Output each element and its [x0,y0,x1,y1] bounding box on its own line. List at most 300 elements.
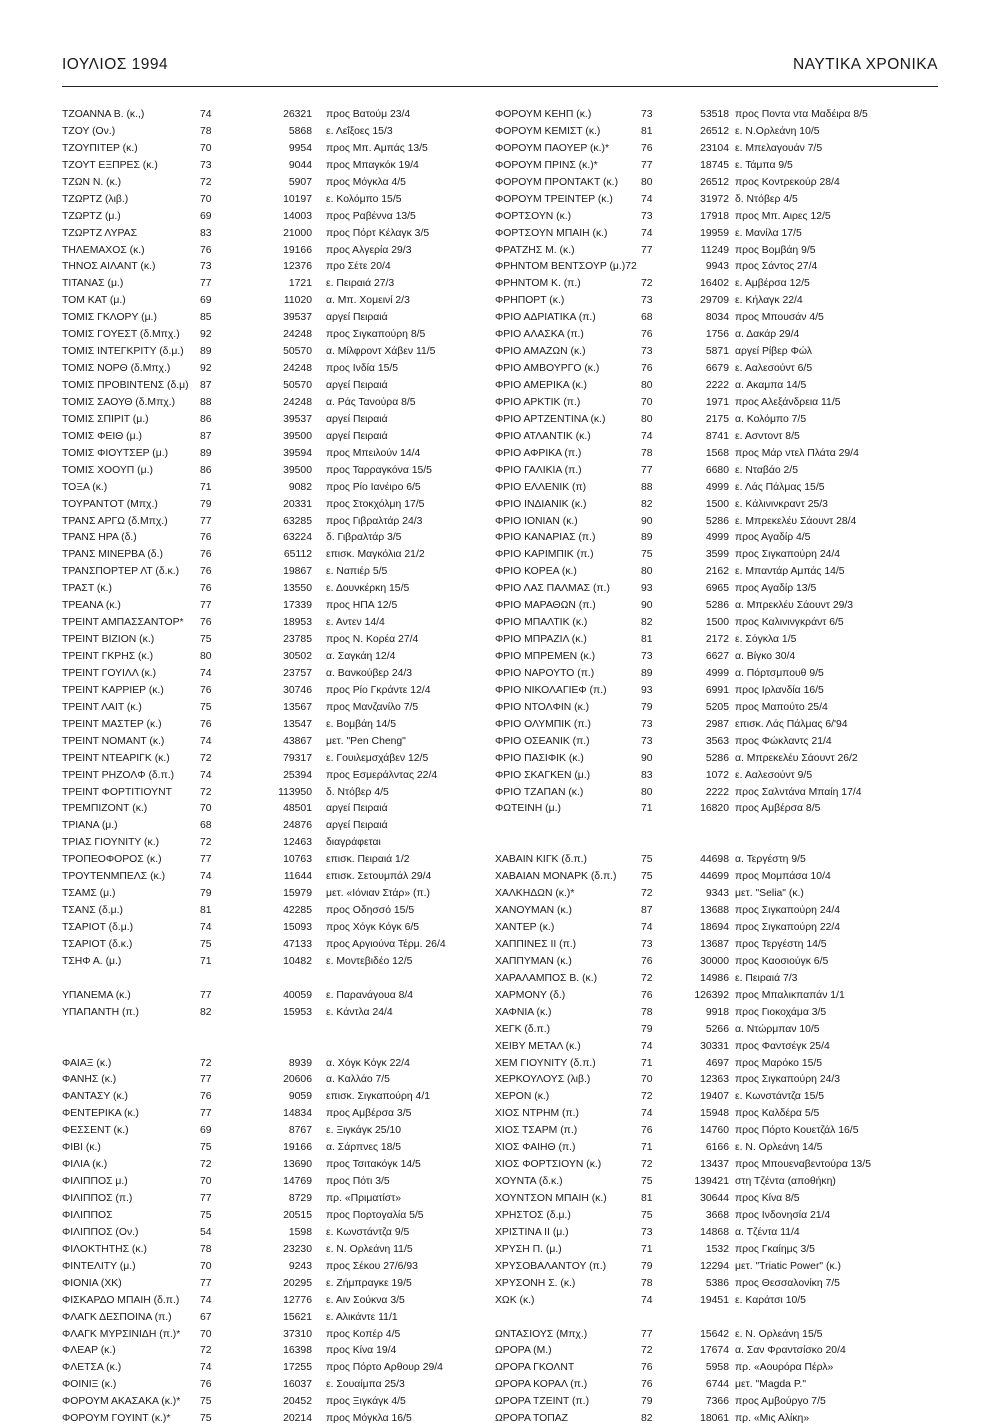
ship-entry [495,226,925,243]
ship-name: ΤΣΑΜΣ (μ.) [62,888,116,900]
ship-age: 77 [200,1074,212,1086]
ship-status: α. Ακαμπα 14/5 [735,380,807,391]
ship-age: 73 [200,261,212,273]
ship-age: 72 [641,1345,653,1357]
ship-tonnage: 6991 [705,684,729,696]
ship-entry [62,107,462,124]
ship-entry [62,158,462,175]
ship-name: ΧΟΥΝΤΑ (δ.κ.) [495,1176,563,1188]
ship-age: 72 [641,972,653,984]
ship-age: 71 [641,1142,653,1154]
ship-status: ε. Ν.Ορλεάνη 10/5 [735,125,820,137]
ship-status: πρ. «Αουρόρα Πέρλ» [735,1362,834,1374]
ship-tonnage: 4999 [705,667,729,679]
ship-name: ΧΕΡΟΝ (κ.) [495,1091,550,1103]
ship-tonnage: 19166 [283,1142,312,1154]
ship-tonnage: 19867 [283,566,312,578]
ship-age: 70 [200,1328,212,1340]
ship-status: ε. Λάς Πάλμας 15/5 [735,481,825,493]
ship-name: ΤΖΟΑΝΝΑ Β. (κ.,) [62,109,145,120]
ship-status: προς Θεσσαλονίκη 7/5 [735,1277,840,1289]
ship-status: προς Κοπέρ 4/5 [326,1328,401,1340]
ship-name: ΤΡΑΣΤ (κ.) [62,583,112,595]
ship-entry [495,276,925,293]
ship-tonnage: 15953 [283,1006,312,1018]
ship-name: ΦΛΑΓΚ ΔΕΣΠΟΙΝΑ (π.) [62,1311,172,1323]
ship-name: ΦΡΙΟ ΓΑΛΙΚΙΑ (π.) [495,464,582,476]
ship-status: προς Αλεξάνδρεια 11/5 [735,396,841,408]
ship-tonnage: 5286 [705,752,729,764]
ship-entry [495,971,925,988]
ship-entry [495,1191,925,1208]
ship-tonnage: 25394 [283,769,312,781]
ship-name: ΤΡΕΑΝΑ (κ.) [62,600,121,612]
ship-name: ΤΡΕΙΝΤ ΝΤΕΑΡΙΓΚ (κ.) [62,752,170,764]
ship-entry [62,1394,462,1411]
ship-tonnage: 14986 [700,972,729,984]
ship-name: ΦΕΝΤΕΡΙΚΑ (κ.) [62,1108,139,1120]
ship-age: 73 [641,1226,653,1238]
ship-name: ΦΡΙΟ ΑΛΑΣΚΑ (π.) [495,329,584,341]
ship-status: α. Μίλφροντ Χάβεν 11/5 [326,346,436,358]
ship-entry [62,937,462,954]
ship-age: 76 [200,617,212,629]
ship-status: α. Δακάρ 29/4 [735,329,800,341]
ship-name: ΦΟΡΟΥΜ ΠΡΙΝΣ (κ.)* [495,159,598,171]
ship-age: 72 [641,1091,653,1103]
ship-tonnage: 16037 [283,1379,312,1391]
ship-tonnage: 7366 [705,1396,729,1408]
ship-age: 73 [641,109,653,120]
ship-status: προς Αμβούργο 7/5 [735,1396,826,1408]
ship-entry [495,1327,925,1344]
ship-tonnage: 63224 [283,532,312,544]
ship-status: ε. Ναπιέρ 5/5 [326,566,388,578]
ship-status: προς Μπ. Αμπάς 13/5 [326,142,428,154]
ship-tonnage: 2172 [705,634,729,646]
ship-name: ΤΣΑΡΙΟΤ (δ.κ.) [62,938,133,950]
ship-name: ΤΡΙΑΝΑ (μ.) [62,820,118,832]
ship-status: προς Καοσιούγκ 6/5 [735,955,829,967]
ship-entry [495,785,925,802]
ship-status: προς Ποντα ντα Μαδέιρα 8/5 [735,109,868,120]
ship-entry [62,1106,462,1123]
ship-name: ΦΙΛΙΠΠΟΣ (π.) [62,1193,133,1205]
ship-tonnage: 30502 [283,651,312,662]
ship-name: ΧΑΝΟΥΜΑΝ (κ.) [495,905,573,917]
ship-age: 90 [641,752,653,764]
ship-status: προς Κίνα 19/4 [326,1345,397,1357]
ship-status: προς Οδησσό 15/5 [326,905,415,917]
ship-name: ΤΖΩΡΤΖ (μ.) [62,210,121,222]
ship-status: α. Σαγκάη 12/4 [326,651,396,662]
ship-tonnage: 24248 [283,396,312,408]
ship-status: προς Πόρτ Κέλαγκ 3/5 [326,227,430,239]
ship-name: ΦΡΙΟ ΚΑΝΑΡΙΑΣ (π.) [495,532,596,544]
ship-tonnage: 20214 [283,1413,312,1425]
ship-entry [62,717,462,734]
ship-name: ΦΑΝΗΣ (κ.) [62,1074,117,1086]
ship-entry [495,547,925,564]
ship-status: προς Μανζανίλο 7/5 [326,701,419,713]
ship-name: ΤΡΟΠΕΟΦΟΡΟΣ (κ.) [62,854,162,866]
ship-tonnage: 19451 [700,1294,729,1306]
ship-age: 75 [641,871,653,883]
ship-entry [495,209,925,226]
ship-tonnage: 3599 [705,549,729,561]
ship-tonnage: 9082 [288,481,312,493]
ship-name: ΤΡΑΝΣΠΟΡΤΕΡ ΛΤ (δ.κ.) [62,566,180,578]
ship-status: ε. Ασντοντ 8/5 [735,430,800,442]
ship-status: ε. Δουνκέρκη 15/5 [326,583,410,595]
ship-age: 76 [641,142,653,154]
ship-entry [62,1005,462,1022]
ship-tonnage: 37310 [283,1328,312,1340]
ship-entry [62,801,462,818]
ship-status: ε. Αντεν 14/4 [326,617,385,629]
ship-tonnage: 2222 [705,786,729,798]
ship-name: ΤΟΜΙΣ ΙΝΤΕΓΚΡΙΤΥ (δ.μ.) [62,346,184,358]
ship-tonnage: 13547 [283,718,312,730]
ship-entry [495,734,925,751]
ship-tonnage: 9343 [705,888,729,900]
ship-status: ε. Καράτσι 10/5 [735,1294,806,1306]
ship-status: ε. Νταβάο 2/5 [735,464,798,476]
ship-status: προς Φαντσέγκ 25/4 [735,1040,830,1052]
ship-name: ΤΣΑΡΙΟΤ (δ.μ.) [62,922,134,933]
ship-entry [495,158,925,175]
ship-name: ΤΖΩΡΤΖ (λιβ.) [62,193,129,205]
ship-status: ε. Μπελαγουάν 7/5 [735,142,823,154]
ship-status: πρ. «Πριματίστ» [326,1193,402,1205]
ship-tonnage: 20295 [283,1277,312,1289]
ship-age: 74 [200,871,212,883]
ship-status: α. Βανκούβερ 24/3 [326,667,413,679]
ship-age: 83 [641,769,653,781]
ship-name: ΤΡΕΙΝΤ ΜΑΣΤΕΡ (κ.) [62,718,162,730]
ship-tonnage: 5286 [705,515,729,527]
ship-status: προς Ινδονησία 21/4 [735,1209,831,1221]
ship-age: 76 [200,718,212,730]
ship-name: ΤΟΜΙΣ ΓΚΛΟΡΥ (μ.) [62,312,157,324]
ship-entry [62,1157,462,1174]
ship-status: ε. Ααλεσούντ 6/5 [735,363,813,375]
ship-tonnage: 23757 [283,667,312,679]
ship-age: 74 [641,430,653,442]
ship-entry [62,785,462,802]
ship-tonnage: 11644 [283,871,312,883]
ship-tonnage: 2987 [705,718,729,730]
ship-entry [62,1191,462,1208]
section-gap [495,1310,925,1327]
ship-age: 92 [200,363,212,375]
ship-age: 72 [641,1159,653,1171]
ship-age: 74 [641,227,653,239]
ship-name: ΦΡΙΟ ΙΝΔΙΑΝΙΚ (κ.) [495,498,587,510]
ship-tonnage: 12363 [700,1074,729,1086]
ship-age: 78 [641,447,653,459]
ship-age: 74 [200,109,212,120]
ship-tonnage: 4999 [705,481,729,493]
ship-tonnage: 15093 [283,922,312,933]
ship-age: 77 [200,515,212,527]
ship-tonnage: 113950 [278,786,312,798]
ship-status: αργεί Πειραιά [326,803,388,815]
ship-entry [62,1360,462,1377]
ship-age: 81 [641,1193,653,1205]
ship-entry [495,1089,925,1106]
ship-tonnage: 18061 [700,1413,729,1425]
ship-tonnage: 39594 [283,447,312,459]
ship-status: προς Καλδέρα 5/5 [735,1108,820,1120]
ship-tonnage: 16398 [283,1345,312,1357]
ship-name: ΦΡΙΟ ΝΑΡΟΥΤΟ (π.) [495,667,595,679]
ship-status: προς Πορτογαλία 5/5 [326,1209,424,1221]
ship-status: αργεί Πειραιά [326,430,388,442]
page-header [62,56,938,87]
ship-entry [495,632,925,649]
ship-name: ΦΡΙΟ ΜΠΡΕΜΕΝ (κ.) [495,651,596,662]
ship-age: 74 [200,1362,212,1374]
ship-tonnage: 44699 [700,871,729,883]
ship-name: ΤΟΞΑ (κ.) [62,481,108,493]
ship-age: 54 [200,1226,212,1238]
ship-tonnage: 16820 [700,803,729,815]
ship-name: ΤΟΜΙΣ ΠΡΟΒΙΝΤΕΝΣ (δ.μ) [62,380,189,391]
ship-tonnage: 1500 [705,617,729,629]
ship-entry [62,1123,462,1140]
ship-status: επισκ. Πειραιά 1/2 [326,854,410,866]
ship-name: ΦΕΣΣΕΝΤ (κ.) [62,1125,129,1137]
ship-age: 71 [200,955,212,967]
ship-age: 77 [200,278,212,290]
ship-name: ΦΟΙΝΙΞ (κ.) [62,1379,117,1391]
ship-status: προς Τσιτακόγκ 14/5 [326,1159,421,1171]
ship-entry [495,243,925,260]
ship-tonnage: 8939 [288,1057,312,1069]
ship-tonnage: 8729 [288,1193,312,1205]
ship-status: προς Γκαίημς 3/5 [735,1243,815,1255]
ship-entry [62,1343,462,1360]
ship-name: ΦΡΙΟ ΑΡΚΤΙΚ (π.) [495,396,581,408]
ship-name: ΦΑΝΤΑΣΥ (κ.) [62,1091,128,1103]
ship-status: μετ. "Pen Cheng" [326,735,406,747]
ship-status: α. Ράς Τανούρα 8/5 [326,396,416,408]
ship-status: ε. Ζήμπραγκε 19/5 [326,1277,412,1289]
ship-entry [62,632,462,649]
ship-age: 76 [641,1362,653,1374]
ship-entry [495,717,925,734]
ship-age: 70 [200,1260,212,1272]
section-gap [495,818,925,852]
ship-status: προς Βομβάη 9/5 [735,244,816,256]
ship-entry [495,869,925,886]
ship-entry [62,192,462,209]
ship-status: α. Χόγκ Κόγκ 22/4 [326,1057,410,1069]
ship-tonnage: 12776 [283,1294,312,1306]
ship-name: ΦΡΙΟ ΜΠΑΛΤΙΚ (κ.) [495,617,588,629]
ship-entry [495,1056,925,1073]
ship-entry [62,1293,462,1310]
ship-age: 81 [200,905,212,917]
ship-status: προς Φώκλαντς 21/4 [735,735,832,747]
ship-tonnage: 1568 [705,447,729,459]
ship-status: ε. Βομβάη 14/5 [326,718,396,730]
ship-tonnage: 26512 [700,176,729,188]
ship-entry [62,818,462,835]
ship-tonnage: 1721 [288,278,312,290]
ship-age: 90 [641,515,653,527]
ship-status: προς Μπουεναβεντούρα 13/5 [735,1159,871,1171]
ship-tonnage: 9918 [705,1006,729,1018]
ship-entry [62,988,462,1005]
ship-entry [62,226,462,243]
ship-entry [495,649,925,666]
ship-entry [495,463,925,480]
ship-status: επισκ. Λάς Πάλμας 6/'94 [735,718,848,730]
ship-name: ΦΡΙΟ ΠΑΣΙΦΙΚ (κ.) [495,752,584,764]
ship-name: ΦΡΙΟ ΑΡΤΖΕΝΤΙΝΑ (κ.) [495,413,606,425]
ship-tonnage: 26512 [700,125,729,137]
ship-entry [62,852,462,869]
ship-status: μετ. "Selia" (κ.) [735,888,804,900]
ship-name: ΧΙΟΣ ΦΟΡΤΣΙΟΥΝ (κ.) [495,1159,602,1171]
ship-age: 86 [200,413,212,425]
ship-entry [495,395,925,412]
ship-status: επισκ. Μαγκόλια 21/2 [326,549,425,561]
ship-entry [62,1377,462,1394]
ship-age: 78 [641,1277,653,1289]
ship-status: προς Χόγκ Κόγκ 6/5 [326,922,420,933]
ship-tonnage: 1971 [705,396,729,408]
ship-age: 71 [641,1243,653,1255]
ship-age: 76 [641,1379,653,1391]
ship-status: προς Μαπούτο 25/4 [735,701,828,713]
ship-name: ΦΡΙΟ ΟΣΕΑΝΙΚ (π.) [495,735,590,747]
ship-entry [495,1140,925,1157]
ship-name: ΩΡΟΡΑ ΚΟΡΑΛ (π.) [495,1379,588,1391]
ship-name: ΤΡΟΥΤΕΝΜΠΕΛΣ (κ.) [62,871,166,883]
ship-entry [62,581,462,598]
ship-age: 73 [641,718,653,730]
ship-tonnage: 24248 [283,363,312,375]
ship-name: ΤΙΤΑΝΑΣ (μ.) [62,278,124,290]
ship-status: στη Τζέντα (αποθήκη) [735,1176,836,1188]
ship-status: προς Αλγερία 29/3 [326,244,412,256]
ship-status: προς Μπαγκόκ 19/4 [326,159,419,171]
ship-entry [495,1039,925,1056]
ship-status: δ. Ντόβερ 4/5 [735,193,798,205]
ship-status: προς Κίνα 8/5 [735,1193,800,1205]
ship-entry [62,683,462,700]
ship-tonnage: 139421 [694,1176,729,1188]
ship-tonnage: 43867 [283,735,312,747]
ship-age: 79 [641,1260,653,1272]
ship-age: 77 [200,1108,212,1120]
ship-status: ε. Κολόμπο 15/5 [326,193,402,205]
ship-tonnage: 11249 [700,244,729,256]
ship-entry [62,768,462,785]
ship-age: 69 [200,295,212,307]
ship-status: προς Ρίο Γκράντε 12/4 [326,684,431,696]
ship-name: ΤΡΕΙΝΤ ΒΙΖΙΟΝ (κ.) [62,634,155,646]
ship-status: ε. Τάμπα 9/5 [735,159,793,171]
ship-name: ΤΟΜΙΣ ΧΟΟΥΠ (μ.) [62,464,153,476]
ship-status: α. Ντώρμπαν 10/5 [735,1023,820,1035]
ship-tonnage: 2175 [705,413,729,425]
ship-name: ΩΝΤΑΣΙΟΥΣ (Μπχ.) [495,1328,588,1340]
ship-entry [495,259,925,276]
ship-age: 74 [641,1040,653,1052]
ship-name: ΧΑΠΠΥΜΑΝ (κ.) [495,955,572,967]
ship-entry [495,1242,925,1259]
ship-status: προς Σιγκαπούρη 22/4 [735,922,841,934]
ship-age: 74 [641,1108,653,1120]
ship-name: ΤΖΟΥΤ ΕΞΠΡΕΣ (κ.) [62,159,158,171]
ship-age: 77 [200,600,212,612]
ship-name: ΤΡΙΑΣ ΓΙΟΥΝΙΤΥ (κ.) [62,837,160,849]
ship-tonnage: 30644 [700,1193,729,1205]
ship-name: ΦΡΙΟ ΑΜΑΖΩΝ (κ.) [495,346,586,358]
ship-name: ΤΖΩΝ Ν. (κ.) [62,176,122,188]
ship-age: 69 [200,210,212,222]
ship-age: 80 [200,651,212,662]
ship-entry [62,751,462,768]
ship-age: 72 [200,837,212,849]
ship-entry [495,1259,925,1276]
ship-entry [62,1310,462,1327]
ship-tonnage: 9059 [288,1091,312,1103]
ship-age: 87 [641,905,653,917]
ship-entry [62,666,462,683]
ship-status: ε. Ν. Ορλεάνη 15/5 [735,1328,823,1340]
ship-status: μετ. "Magda P." [735,1379,807,1391]
ship-entry [495,480,925,497]
ship-age: 77 [200,1277,212,1289]
ship-tonnage: 9243 [288,1260,312,1272]
ship-status: ε. Κάλινινκραντ 25/3 [735,498,828,510]
ship-tonnage: 24876 [283,820,312,832]
ship-age: 75 [200,1209,212,1221]
ship-status: ε. Κωνστάντζα 9/5 [326,1226,410,1238]
ship-entry [495,852,925,869]
ship-name: ΤΟΜΙΣ ΦΙΟΥΤΣΕΡ (μ.) [62,447,169,459]
ship-entry [495,1072,925,1089]
ship-tonnage: 26321 [283,109,312,120]
ship-tonnage: 40059 [283,989,312,1001]
ship-entry [495,886,925,903]
ship-age: 73 [641,651,653,662]
ship-status: ε. Σόγκλα 1/5 [735,634,797,646]
ship-tonnage: 5286 [705,600,729,612]
ship-name: ΧΑΦΝΙΑ (κ.) [495,1006,552,1018]
ship-status: προς Μόγκλα 4/5 [326,176,406,188]
ship-age: 76 [200,684,212,696]
ship-age: 75 [200,938,212,950]
ship-tonnage: 6679 [705,363,729,375]
ship-tonnage: 1072 [705,769,729,781]
ship-status: προς Σέκου 27/6/93 [326,1260,418,1272]
ship-entry [62,954,462,971]
ship-age: 70 [200,142,212,154]
ship-status: προς Πόρτο Αρθουρ 29/4 [326,1362,443,1374]
ship-name: ΦΡΙΟ ΛΑΣ ΠΑΛΜΑΣ (π.) [495,583,610,595]
ship-tonnage: 1500 [705,498,729,510]
ship-entry [62,1327,462,1344]
ship-entry [62,649,462,666]
ship-name: ΧΑΒΑΙΑΝ ΜΟΝΑΡΚ (δ.π.) [495,871,617,883]
ship-name: ΦΡΑΤΖΗΣ Μ. (κ.) [495,244,575,256]
